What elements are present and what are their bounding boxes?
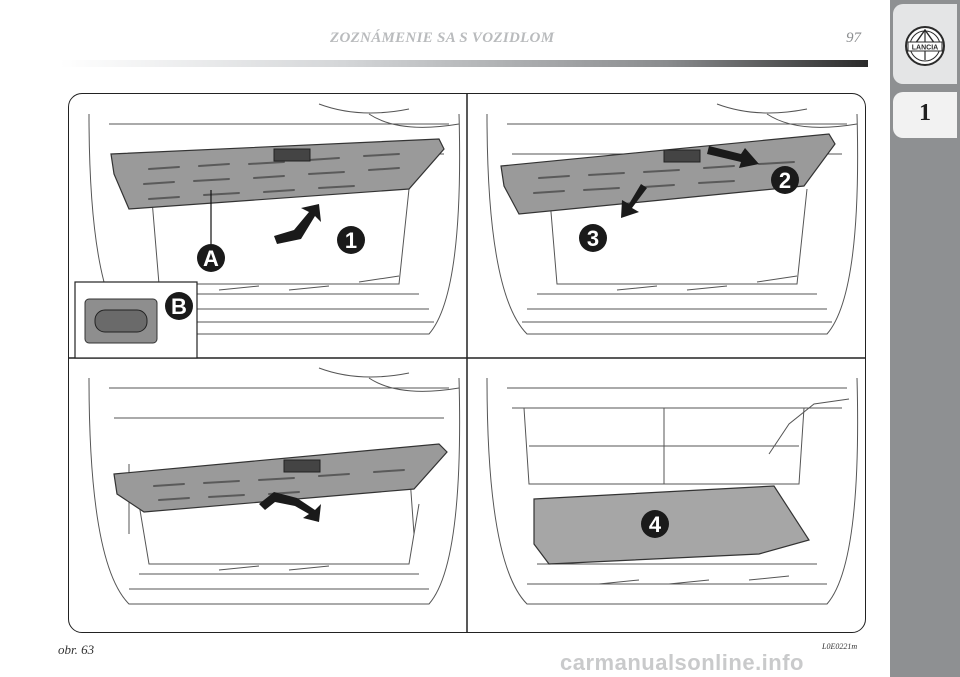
lowered-floor-panel [534, 486, 809, 564]
page-header-title: ZOZNÁMENIE SA S VOZIDLOM [330, 30, 555, 46]
trunk-illustration-canvas [69, 94, 865, 632]
brand-badge [893, 4, 957, 84]
chapter-number: 1 [919, 100, 931, 126]
callout-1-label: 1 [344, 228, 358, 253]
callout-4-label: 4 [648, 512, 662, 537]
page-number: 97 [846, 30, 861, 46]
lift-arrow-icon [274, 204, 321, 244]
callout-a-label: A [203, 246, 219, 271]
callout-2-label: 2 [778, 168, 792, 193]
figure-caption: obr. 63 [58, 642, 95, 657]
handle-recess [274, 149, 310, 161]
figure-code: L0E0221m [822, 642, 858, 651]
watermark: carmanualsonline.info [560, 650, 804, 675]
lancia-logo-icon [893, 4, 957, 84]
callout-b-label: B [171, 294, 187, 319]
header-divider [60, 60, 868, 67]
chapter-tab[interactable] [893, 92, 957, 138]
brand-text: LANCIA [911, 44, 939, 52]
callout-3-label: 3 [586, 226, 600, 251]
trunk-illustration [68, 93, 866, 633]
